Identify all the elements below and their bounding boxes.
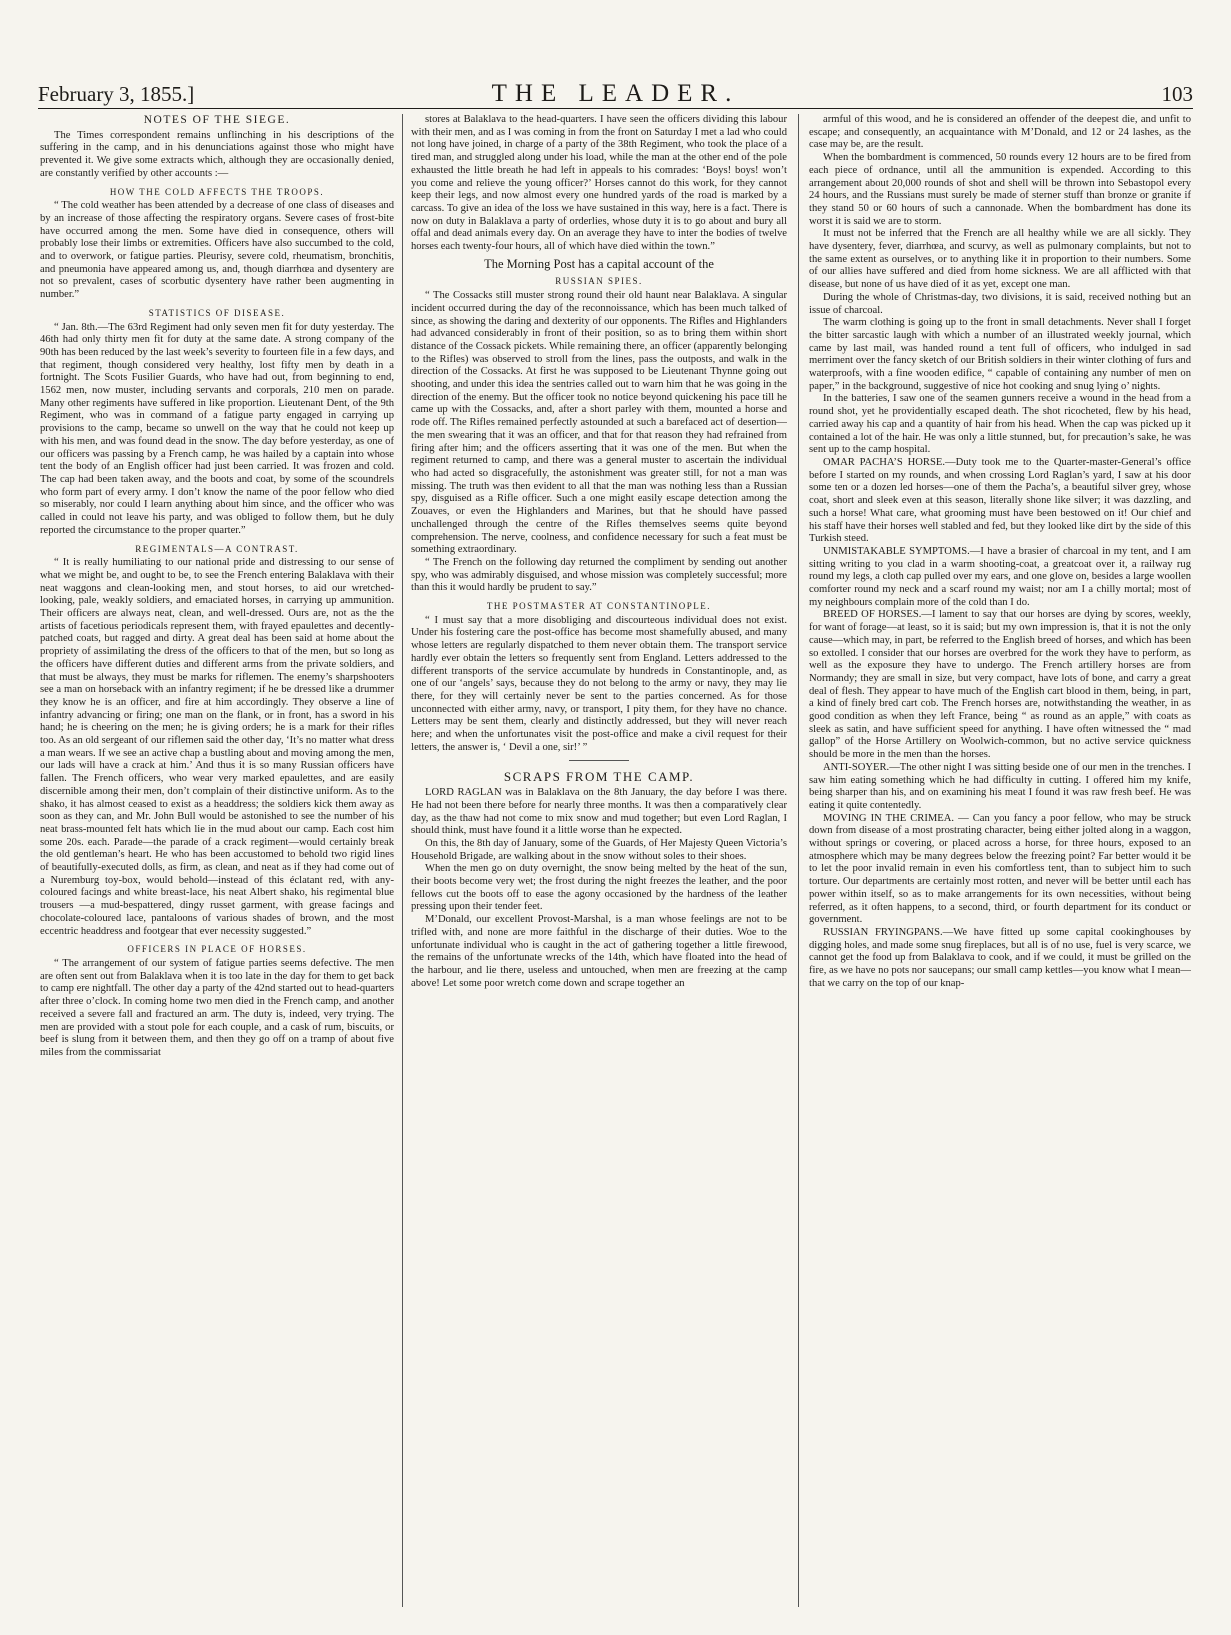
article-paragraph: UNMISTAKABLE SYMPTOMS.—I have a brasier of charcoal in my tent, and I am sitting writing to you clad in a warm shooting-coat, a greatcoat over it, a railway rug round my legs, a cloth cap pulled over my ears, and one glove on, besides a large woollen comforter round my neck and a scarf round my waist; nor am I a chilly mortal; most of my neighbours complain more of the cold than I do.	[809, 545, 1191, 608]
article-heading: SCRAPS FROM THE CAMP.	[503, 769, 695, 785]
article-paragraph: stores at Balaklava to the head-quarters. I have seen the officers dividing this labour with their men, and as I was coming in from the front on Saturday I met a lad who could not long have joined, in charge of a party of the 38th Regiment, who took the place of a tired man, and struggled along under his load, while the man at the other end of the pole exhausted the little breath he had left in appeals to his comrades: ‘Boys! boys! won’t you come and relieve the young officer?’ Horses cannot do this work, for they cannot keep their legs, and now almost every one hundred yards of the road is marked by a carcass. To give an idea of the loss we have sustained in this way, here is a fact. There is now on duty in Balaklava a party of orderlies, whose duty it is to go about and bury all offal and dead animals every day. On an average they have to inter the bodies of twelve horses each twenty-four hours, all of which have died within the town.”	[411, 114, 787, 253]
article-paragraph: When the bombardment is commenced, 50 rounds every 12 hours are to be fired from each piece of ordnance, until all the ammunition is expended. According to this arrangement about 20,000 rounds of shot and shell will be thrown into Sebastopol every 24 hours, and the Russians must surely be made of sterner stuff than bronze or granite if they stand 50 or 60 hours of such a cannonade. When the bombardment has done its worst it is said we are to storm.	[809, 152, 1191, 227]
issue-date: February 3, 1855.]	[38, 82, 195, 106]
section-subheading: HOW THE COLD AFFECTS THE TROOPS.	[109, 186, 325, 197]
article-paragraph: In the batteries, I saw one of the seamen gunners receive a wound in the head from a round shot, yet he providentially escaped death. The shot ricocheted, flew by his head, carried away his cap and a quantity of hair from his head. When the cap was picked up it contained a lot of the hair. He was only a little stunned, but, for precaution’s sake, he was sent up to the camp hospital.	[809, 393, 1191, 456]
article-paragraph: OMAR PACHA’S HORSE.—Duty took me to the Quarter-master-General’s office before I started on my rounds, and when crossing Lord Raglan’s yard, I saw at his door some ten or a dozen led horses—one of them the Pacha’s, a beautiful silver grey, whose coat, short and sleek even at this season, literally shone like silver; it was dazzling, and such a horse! What care, what grooming must have been bestowed on it! Our chief and his staff have their horses well stabled and fed, but they looked like dirt by the side of this Turkish steed.	[809, 456, 1191, 545]
masthead-rule	[38, 108, 1193, 109]
column-divider	[402, 114, 403, 1607]
article-paragraph: M’Donald, our excellent Provost-Marshal, is a man whose feelings are not to be trifled with, and none are more faithful in the discharge of their duties. Woe to the unfortunate individual who is caught in the act of gathering together a little firewood, the remains of the unfortunate wrecks of the 14th, which have floated into the head of the harbour, and lie there, useless and untouched, when men are freezing at the camp above! Let some poor wretch come down and scrape together an	[411, 914, 787, 989]
article-paragraph: LORD RAGLAN was in Balaklava on the 8th January, the day before I was there. He had not been there before for nearly three months. It was then a comparatively clear day, as the thaw had not come to mix snow and mud together; but even Lord Raglan, I should think, must have found it a little worse than he expected.	[411, 787, 787, 837]
column-3	[809, 114, 1191, 1607]
article-paragraph: armful of this wood, and he is considered an offender of the deepest die, and unfit to escape; and consequently, an acquaintance with M’Donald, and 12 or 24 lashes, as the case may be, are the result.	[809, 114, 1191, 151]
newspaper-title: THE LEADER.	[491, 80, 740, 107]
column-divider	[798, 114, 799, 1607]
article-paragraph: During the whole of Christmas-day, two divisions, it is said, received nothing but an issue of charcoal.	[809, 291, 1191, 316]
article-intro: The Times correspondent remains unflinching in his descriptions of the suffering in the camp, and in his denunciations against those who might have prevented it. We give some extracts which, although they are occasionally denied, are constantly verified by other accounts :—	[40, 129, 394, 179]
article-paragraph: When the men go on duty overnight, the snow being melted by the heat of the sun, their boots become very wet; the frost during the night freezes the leather, and the poor fellows cut the boots off to ease the agony occasioned by the hardness of the leather pressing upon their tender feet.	[411, 863, 787, 913]
article-paragraph: “ Jan. 8th.—The 63rd Regiment had only seven men fit for duty yesterday. The 46th had only thirty men fit for duty at the same date. A strong company of the 90th has been reduced by the last week’s severity to fourteen file in a few days, and that regiment, though considered very healthy, lost fifty men by death in a fortnight. The Scots Fusilier Guards, who have had out, from beginning to end, 1562 men, now muster, including servants and corporals, 210 men on parade. Many other regiments have suffered in like proportion. Lieutenant Dent, of the 9th Regiment, who was in command of a fatigue party engaged in carrying up provisions to the camp, became so unwell on the way that he could not keep up with his men, and was found dead in the snow. The day before yesterday, as one of our officers was passing by a French camp, he was hailed by a captain into whose tent the body of an English officer had just been carried. It was frozen and cold. The cap had been taken away, and the boots and coat, by some of the scoundrels who form part of every army. I don’t know the name of the poor fellow who died so miserably, nor could I learn anything about him since, and the officer who was called in could not leave his party, and was obliged to follow them, but he duly reported the circumstance to the proper quarter.”	[40, 321, 394, 536]
article-paragraph: “ I must say that a more disobliging and discourteous individual does not exist. Under his fostering care the post-office has become most shamefully abused, and many whose letters are regularly dispatched to them never obtain them. The transport service hardly ever obtain the letters so frequently sent from England. Letters addressed to the different transports of the service accumulate by hundreds in Constantinople, and, as one of our ‘angels’ says, because they do not belong to the army or navy, they may lie there, for they will certainly never be sent to the parties concerned. As for those unconnected with either army, navy, or transport, I pity them, for they have no chance. Letters may be sent them, clearly and distinctly addressed, but they will never reach here; and when the unfortunates visit the post-office and make a civil request for their letters, the answer is, ‘ Devil a one, sir!’ ”	[411, 614, 787, 753]
section-subheading: STATISTICS OF DISEASE.	[148, 307, 286, 318]
article-paragraph: BREED OF HORSES.—I lament to say that our horses are dying by scores, weekly, for want of forage—at least, so it is said; but my own impression is, that it is not the only cause—which may, in part, be referred to the English breed of horses, and which has been so extolled. I consider that our horses are overbred for the work they have to perform, as well as the exposure they have to undergo. The French artillery horses are from Normandy; they are small in size, but very compact, have lots of bone, and carry a great deal of flesh. They appear to have much of the English cart blood in them, being, in part, a kind of finely bred cart cob. The French horses are, notwithstanding the weather, in as good condition as when they left France, being “ as round as an apple,” with coats as sleek as satin, and have sufficient speed for anything. I have often witnessed the “ mad gallop” of the Horse Artillery on Woolwich-common, but no active service quickness should be more in the men than the horses.	[809, 609, 1191, 761]
section-subheading: OFFICERS IN PLACE OF HORSES.	[127, 944, 307, 955]
article-paragraph: “ The French on the following day returned the compliment by sending out another spy, who was admirably disguised, and whose mission was completely successful; more than this it would hardly be prudent to say.”	[411, 556, 787, 594]
article-paragraph: “ The cold weather has been attended by a decrease of one class of diseases and by an increase of those affecting the respiratory organs. Severe cases of frost-bite have occurred among the men. Some have died in consequence, others will probably lose their limbs or extremities. Officers have also succumbed to the cold, and to overwork, or fatigue parties. Pleurisy, severe cold, rheumatism, bronchitis, and pneumonia have appeared among us, and, though diarrhœa and dysentery are not so prevalent, cases of scorbutic dysentery have rather been augmenting in number.”	[40, 200, 394, 301]
article-paragraph: “ The arrangement of our system of fatigue parties seems defective. The men are often sent out from Balaklava when it is too late in the day for them to get back to camp ere nightfall. The other day a party of the 42nd started out to head-quarters after three o’clock. In coming home two men died in the French camp, and another received a severe fall and fractured an arm. The duty is, indeed, very trying. The men are provided with a stout pole for each couple, and a cask of rum, biscuits, or beef is slung from it between them, and then they go off on a tramp of about five miles from the commissariat	[40, 958, 394, 1058]
section-subheading: THE POSTMASTER AT CONSTANTINOPLE.	[486, 601, 712, 612]
article-heading: NOTES OF THE SIEGE.	[143, 114, 291, 126]
section-rule	[569, 760, 629, 761]
column-2	[411, 114, 787, 1607]
column-1	[40, 114, 394, 1607]
section-subheading: RUSSIAN SPIES.	[555, 276, 643, 287]
article-paragraph: ANTI-SOYER.—The other night I was sitting beside one of our men in the trenches. I saw him eating something which he had difficulty in cutting. I offered him my knife, being sharper than his, and on examining his meat I found it was raw fresh beef. He was eating it quite contentedly.	[809, 761, 1191, 811]
article-paragraph: The warm clothing is going up to the front in small detachments. Never shall I forget the bitter sarcastic laugh with which a number of an illustrated weekly journal, which came by last mail, was handed round a tent full of officers, who indulged in sad merriment over the fancy sketch of our British soldiers in their winter clothing of furs and waterproofs, with a fine wooden edifice, “ capable of containing any number of men on paper,” in the background, suggestive of nice hot cooking and snug lying o’ nights.	[809, 317, 1191, 392]
article-paragraph: RUSSIAN FRYINGPANS.—We have fitted up some capital cookinghouses by digging holes, and made some snug fireplaces, but all is of no use, fuel is very scarce, we cannot get the food up from Balaklava to cook, and if we could, it must be grilled on the fire, as we have no pots nor saucepans; our small camp kettles—you know what I mean—that we carry on the top of our knap-	[809, 927, 1191, 989]
article-paragraph: It must not be inferred that the French are all healthy while we are all sickly. They have dysentery, fever, diarrhœa, and scurvy, as well as pulmonary complaints, but not to the same extent as ourselves, or to anything like it in proportion to their numbers. Some of our allies have suffered and died from home sickness. We are all afflicted with that disease, but none of us have died of it as yet, except one man.	[809, 228, 1191, 291]
article-paragraph: On this, the 8th day of January, some of the Guards, of Her Majesty Queen Victoria’s Household Brigade, are walking about in the snow without soles to their shoes.	[411, 837, 787, 862]
morning-post-intro: The Morning Post has a capital account of the	[484, 256, 714, 271]
page-number: 103	[1161, 82, 1193, 106]
article-paragraph: MOVING IN THE CRIMEA. — Can you fancy a poor fellow, who may be struck down from disease of a most prostrating character, being either jolted along in a waggon, without springs or covering, or placed across a horse, for three hours, exposed to an atmosphere which may be many degrees below the freezing point? Far better would it be to let the poor invalid remain in even his comfortless tent, than to subject him to such torture. Our departments are certainly most rotten, and never will be better until each has power within itself, so as to make arrangements for its own necessities, without being referred, as it often happens, to a second, third, or fourth department for its conduct or government.	[809, 812, 1191, 926]
section-subheading: REGIMENTALS—A CONTRAST.	[135, 543, 299, 554]
article-paragraph: “ It is really humiliating to our national pride and distressing to our sense of what we might be, and ought to be, to see the French entering Balaklava with their neat waggons and clean-looking men, and stout horses, to aid our wretched-looking, pale, weakly soldiers, and emaciated horses, in carrying up ammunition. Their officers are always neat, clean, and well-dressed. Ours are, not as the the artists of facetious periodicals represent them, with frayed epaulettes and decently-patched coats, but ragged and dirty. A great deal has been said at home about the propriety of assimilating the dress of the officers to that of the men, but so long as the officers have different duties and different arms from the private soldiers, and that must be always, they must be marks for riflemen. The enemy’s sharpshooters see a man on horseback with an infantry regiment; if he be dressed like a drummer they know he is an officer, and fire at him accordingly. They observe a line of infantry advancing or firing; one man on the flank, or in front, has a sword in his hand; he is cheering on the men; he is giving orders; he is a mark for their rifles too. As an old sergeant of our riflemen said the other day, ‘It’s no matter what dress a man wears. If we see an active chap a bustling about and moving among the men, our lads will have a crack at him.’ And thus it is so many Russian officers have fallen. The French officers, who wear very marked epaulettes, and are easily discernible among their men, don’t complain of their distinctive uniform. As to the shako, it has almost ceased to exist as a headdress; the soldiers kick them away as soon as they can, and Mr. John Bull would be astonished to see the number of his neat brass-mounted felt hats which lie in the mud about our camp. Each cost him some 20s. each. Parade—the parade of a crack regiment—would certainly break the old gentleman’s heart. He who has been accustomed to behold two rigid lines of beautifully-executed dolls, as firm, as clean, and neat as if they had come out of a Nuremburg toy-box, would behold—instead of this éclatant red, with any-coloured facings and white breast-lace, his neat Albert shako, his regimental blue trousers —a mud-bespattered, dingy russet garment, with grease facings and chocolate-coloured lace, pantaloons of various shades of brown, and the most eccentric headdress and footgear that ever necessity suggested.”	[40, 557, 394, 937]
article-paragraph: “ The Cossacks still muster strong round their old haunt near Balaklava. A singular incident occurred during the day of the reconnoissance, which has been much talked of since, as showing the daring and dexterity of our opponents. The Rifles and Highlanders had advanced considerably in front of their position, so as to bring them within short distance of the Cossack pickets. While remaining there, an officer (apparently belonging to the Rifles) was observed to stroll from the lines, pass the outposts, and walk in the direction of the Cossacks. At first he was supposed to be Lieutenant Thynne going out shooting, and under this idea the sentries called out to warn him that he was going in the direction of the enemy. But the officer took no notice beyond quickening his pace till he came up with the Cossacks, and, after a short parley with them, mounted a horse and rode off. The Rifles remained perfectly astounded at such a barefaced act of desertion—the men swearing that it was an officer, and that for that reason they had refrained from firing after him; and the officers asserting that it was one of the men. But when the regiment returned to camp, and there was a general muster to ascertain the individual who had acted so disgracefully, the astonishment was greater still, for not a man was missing. The truth was then evident to all that the man was nothing less than a Russian spy, disguised as a Rifle officer. Such a one might easily escape detection among the Zouaves, or even the Highlanders and Marines, but that he should have passed unchallenged through the centre of the Rifles themselves seems quite beyond comprehension. The nerve, coolness, and confidence necessary for such a feat must be something extraordinary.	[411, 290, 787, 556]
